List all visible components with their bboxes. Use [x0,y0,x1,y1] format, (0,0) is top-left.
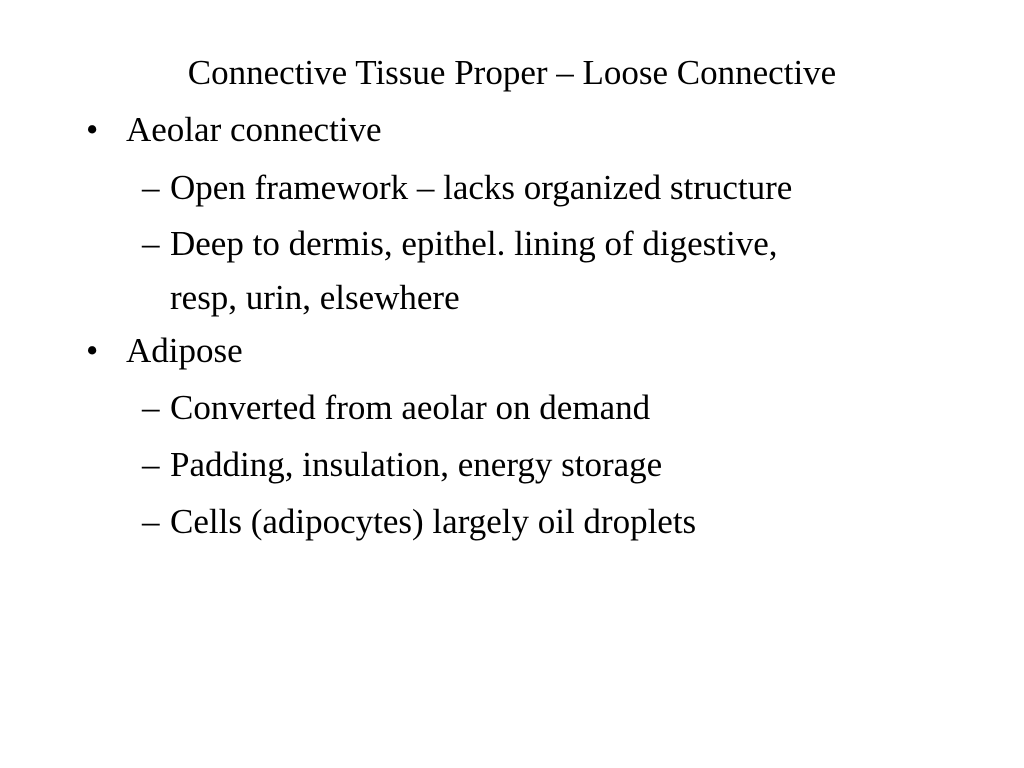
sub-item-text: Open framework – lacks organized structure [170,168,793,207]
sub-item-text [170,222,778,320]
sub-item-text-line1: Deep to dermis, epithel. lining of digestive, [170,224,778,263]
bullet-text: Aeolar connective [126,110,382,149]
sub-item-text: Converted from aeolar on demand [170,388,651,427]
dash-icon: – [142,168,160,207]
sub-item-text: Padding, insulation, energy storage [170,445,663,484]
bullet-icon: • [86,110,99,149]
dash-icon: – [142,224,160,263]
sub-item-text-line2: resp, urin, elsewhere [170,278,460,317]
bullet-icon: • [86,331,99,370]
dash-icon: – [142,502,160,541]
slide-title: Connective Tissue Proper – Loose Connective [187,53,837,92]
bullet-text: Adipose [126,331,243,370]
dash-icon: – [142,388,160,427]
dash-icon: – [142,445,160,484]
sub-item-text: Cells (adipocytes) largely oil droplets [170,502,697,541]
